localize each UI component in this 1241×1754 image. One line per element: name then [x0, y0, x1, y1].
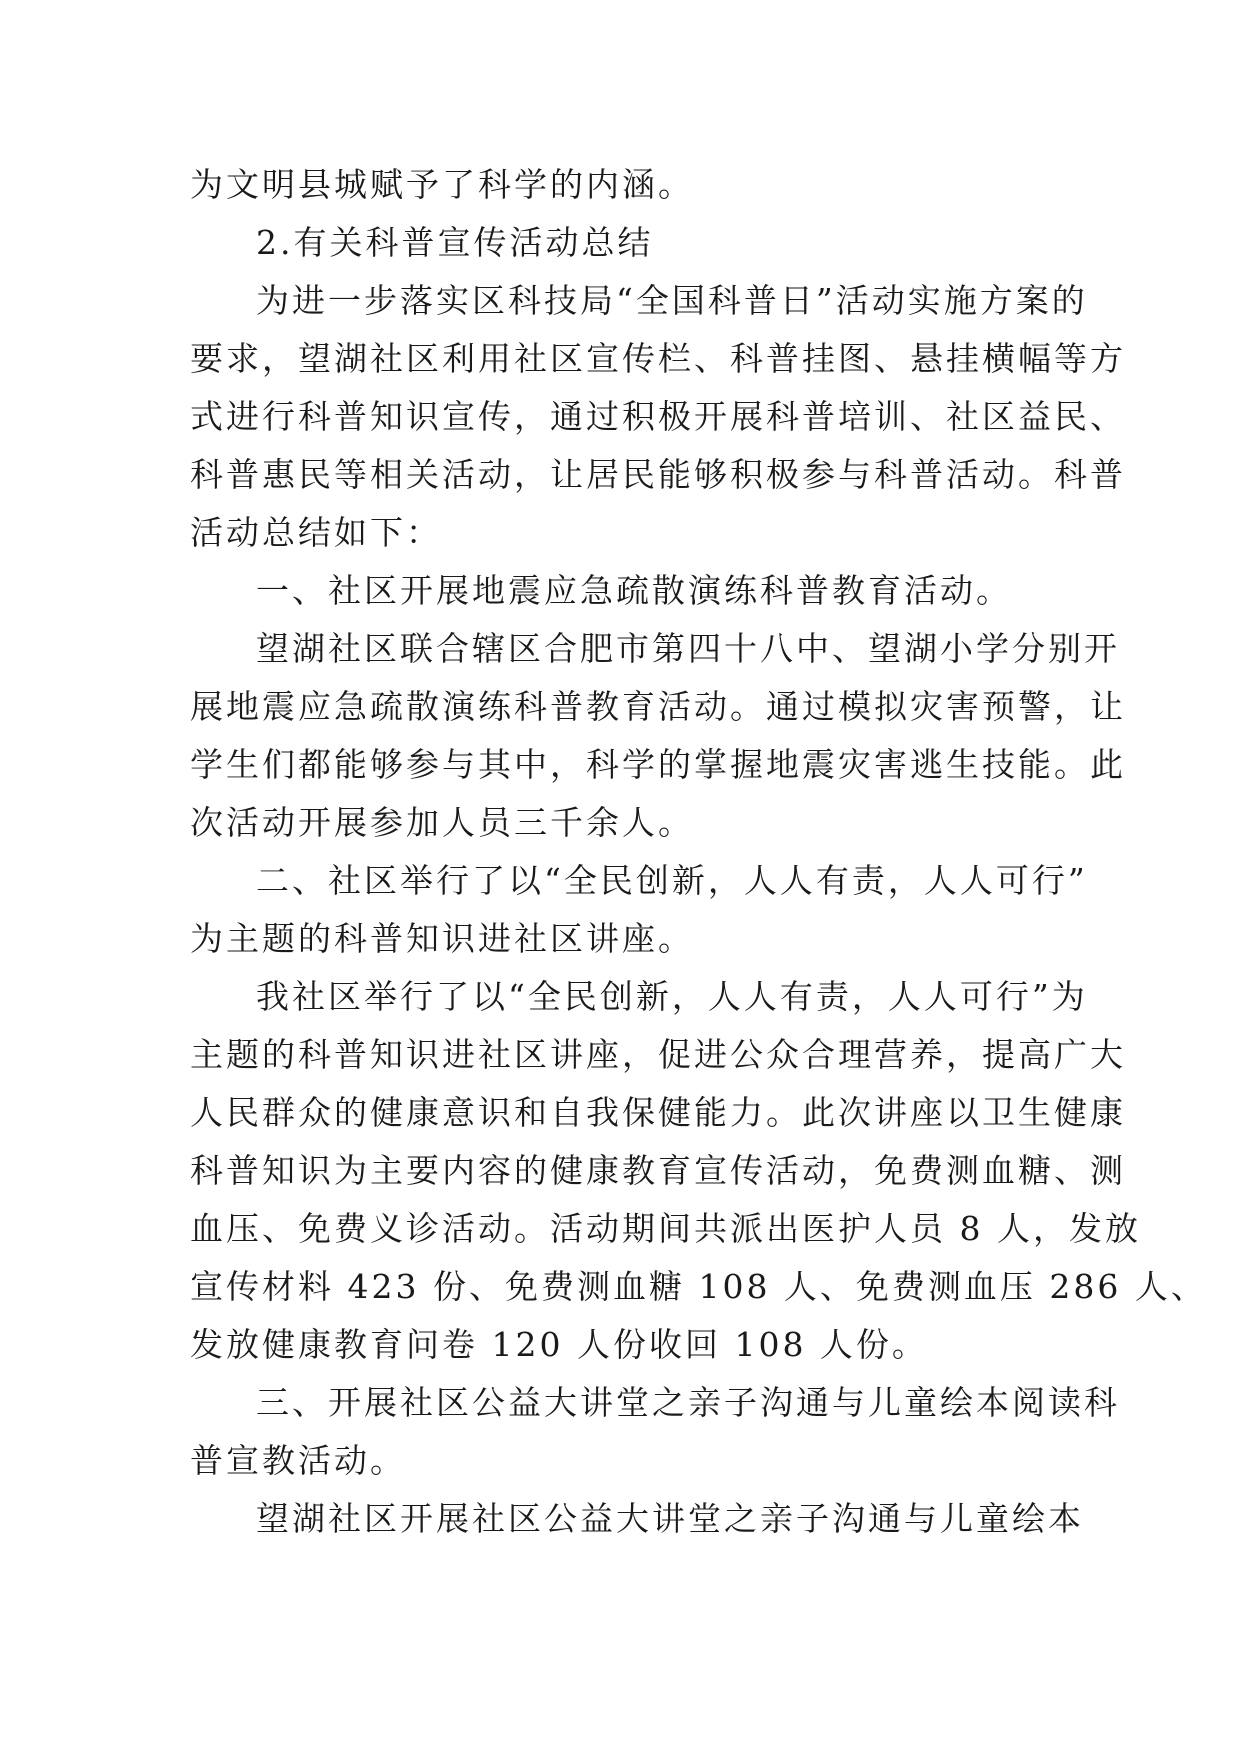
document-body — [190, 156, 1207, 1548]
subsection-heading: 二、社区举行了以“全民创新，人人有责，人人可行” — [256, 861, 1088, 900]
subsection-heading-continued: 为主题的科普知识进社区讲座。 — [190, 919, 694, 958]
subsection-heading: 一、社区开展地震应急疏散演练科普教育活动。 — [256, 571, 1012, 610]
text-line: 望湖社区联合辖区合肥市第四十八中、望湖小学分别开 — [256, 629, 1120, 668]
text-line: 科普知识为主要内容的健康教育宣传活动，免费测血糖、测 — [190, 1151, 1126, 1190]
text-line: 式进行科普知识宣传，通过积极开展科普培训、社区益民、 — [190, 397, 1126, 436]
text-line: 次活动开展参加人员三千余人。 — [190, 803, 694, 842]
text-line: 主题的科普知识进社区讲座，促进公众合理营养，提高广大 — [190, 1035, 1126, 1074]
text-line: 学生们都能够参与其中，科学的掌握地震灾害逃生技能。此 — [190, 745, 1126, 784]
text-line: 发放健康教育问卷 120 人份收回 108 人份。 — [190, 1325, 928, 1364]
subsection-heading: 三、开展社区公益大讲堂之亲子沟通与儿童绘本阅读科 — [256, 1383, 1120, 1422]
text-line: 血压、免费义诊活动。活动期间共派出医护人员 8 人，发放 — [190, 1209, 1141, 1248]
text-line: 科普惠民等相关活动，让居民能够积极参与科普活动。科普 — [190, 455, 1126, 494]
text-line: 为进一步落实区科技局“全国科普日”活动实施方案的 — [256, 281, 1088, 320]
text-line: 活动总结如下： — [190, 513, 442, 552]
text-line: 望湖社区开展社区公益大讲堂之亲子沟通与儿童绘本 — [256, 1499, 1084, 1538]
subsection-heading-continued: 普宣教活动。 — [190, 1441, 406, 1480]
section-heading: 2.有关科普宣传活动总结 — [256, 223, 654, 262]
text-line: 我社区举行了以“全民创新，人人有责，人人可行”为 — [256, 977, 1088, 1016]
text-line: 展地震应急疏散演练科普教育活动。通过模拟灾害预警，让 — [190, 687, 1126, 726]
text-line: 宣传材料 423 份、免费测血糖 108 人、免费测血压 286 人、 — [190, 1267, 1207, 1306]
text-line: 要求，望湖社区利用社区宣传栏、科普挂图、悬挂横幅等方 — [190, 339, 1126, 378]
text-line: 人民群众的健康意识和自我保健能力。此次讲座以卫生健康 — [190, 1093, 1126, 1132]
text-line: 为文明县城赋予了科学的内涵。 — [190, 165, 694, 204]
